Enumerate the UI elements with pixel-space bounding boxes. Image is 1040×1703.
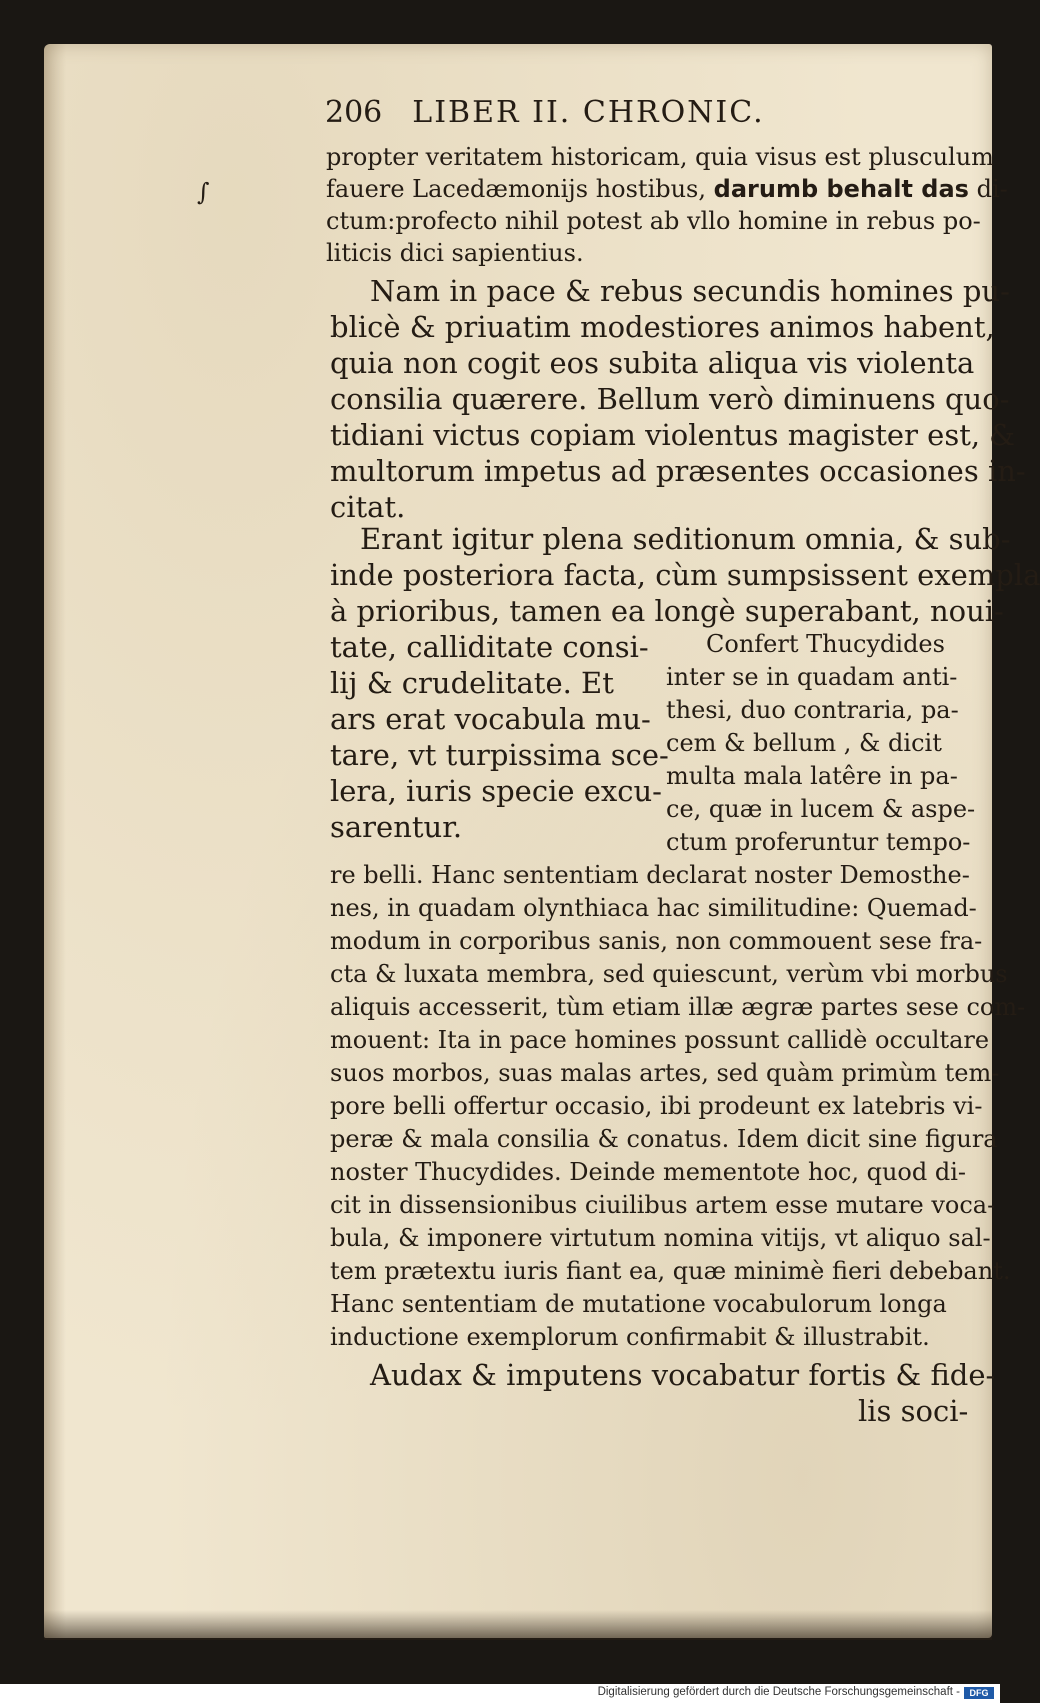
column-line: tare, vt turpissima sce- bbox=[330, 738, 669, 772]
text-span: fauere Lacedæmonijs hostibus, bbox=[326, 175, 707, 203]
text-line: consilia quærere. Bellum verò diminuens quo- bbox=[330, 382, 1010, 416]
column-line: multa mala latêre in pa- bbox=[666, 762, 958, 790]
catchword: lis soci- bbox=[858, 1394, 969, 1428]
text-line: Audax & imputens vocabatur fortis & fide- bbox=[370, 1358, 996, 1392]
text-line: cit in dissensionibus ciuilibus artem esse mutare voca- bbox=[330, 1191, 996, 1219]
text-line: Nam in pace & rebus secundis homines pu- bbox=[370, 274, 1010, 308]
column-line: ars erat vocabula mu- bbox=[330, 702, 651, 736]
text-line: peræ & mala consilia & conatus. Idem dicit sine figura bbox=[330, 1125, 998, 1153]
text-line: inde posteriora facta, cùm sumpsissent exempla bbox=[330, 558, 1040, 592]
text-line: liticis dici sapientius. bbox=[326, 239, 584, 267]
running-title: LIBER II. CHRONIC. bbox=[412, 95, 765, 130]
text-line: quia non cogit eos subita aliqua vis violenta bbox=[330, 346, 975, 380]
text-line: noster Thucydides. Deinde mementote hoc, quod di- bbox=[330, 1158, 967, 1186]
text-line: re belli. Hanc sententiam declarat noster Demosthe- bbox=[330, 861, 970, 889]
text-line: à prioribus, tamen ea longè superabant, noui- bbox=[330, 594, 1004, 628]
dfg-logo: DFG bbox=[964, 1687, 994, 1699]
text-line: pore belli offertur occasio, ibi prodeunt ex latebris vi- bbox=[330, 1092, 983, 1120]
text-line: propter veritatem historicam, quia visus est plusculum bbox=[326, 143, 994, 171]
text-line: multorum impetus ad præsentes occasiones in- bbox=[330, 454, 1026, 488]
text-line: blicè & priuatim modestiores animos habent, bbox=[330, 310, 995, 344]
text-line: aliquis accesserit, tùm etiam illæ ægræ partes sese com- bbox=[330, 993, 1026, 1021]
text-line: ctum:profecto nihil potest ab vllo homine in rebus po- bbox=[326, 207, 981, 235]
column-line: sarentur. bbox=[330, 810, 463, 844]
column-line: lera, iuris specie excu- bbox=[330, 774, 662, 808]
page-bottom-shadow bbox=[44, 1610, 992, 1640]
running-header bbox=[325, 95, 765, 130]
text-line: tem prætextu iuris fiant ea, quæ minimè fieri debebant. bbox=[330, 1257, 1011, 1285]
text-line: tidiani victus copiam violentus magister est, & bbox=[330, 418, 1016, 452]
column-line: ce, quæ in lucem & aspe- bbox=[666, 795, 976, 823]
blackletter-phrase: darumb behalt das bbox=[713, 175, 969, 203]
text-span: di- bbox=[976, 175, 1008, 203]
margin-mark: ∫ bbox=[197, 178, 210, 206]
column-line: lij & crudelitate. Et bbox=[330, 666, 614, 700]
text-line: Hanc sententiam de mutatione vocabulorum longa bbox=[330, 1290, 947, 1318]
page-number: 206 bbox=[325, 95, 383, 130]
column-line: tate, calliditate consi- bbox=[330, 630, 649, 664]
column-line: ctum proferuntur tempo- bbox=[666, 828, 971, 856]
text-line: citat. bbox=[330, 490, 406, 524]
text-line: cta & luxata membra, sed quiescunt, verùm vbi morbus bbox=[330, 960, 1008, 988]
column-line: cem & bellum , & dicit bbox=[666, 729, 942, 757]
text-line: Erant igitur plena seditionum omnia, & sub- bbox=[360, 522, 1011, 556]
text-line bbox=[326, 175, 1008, 203]
text-line: inductione exemplorum confirmabit & illustrabit. bbox=[330, 1323, 930, 1351]
text-line: suos morbos, suas malas artes, sed quàm primùm tem- bbox=[330, 1059, 1000, 1087]
text-line: nes, in quadam olynthiaca hac similitudine: Quemad- bbox=[330, 894, 977, 922]
column-line: Confert Thucydides bbox=[706, 630, 945, 658]
text-line: modum in corporibus sanis, non commouent sese fra- bbox=[330, 927, 983, 955]
text-line: mouent: Ita in pace homines possunt callidè occultare bbox=[330, 1026, 990, 1054]
column-line: thesi, duo contraria, pa- bbox=[666, 696, 959, 724]
column-line: inter se in quadam anti- bbox=[666, 663, 958, 691]
text-line: bula, & imponere virtutum nomina vitijs, vt aliquo sal- bbox=[330, 1224, 991, 1252]
digitization-credit: Digitalisierung gefördert durch die Deutsche Forschungsgemeinschaft - bbox=[597, 1686, 960, 1698]
